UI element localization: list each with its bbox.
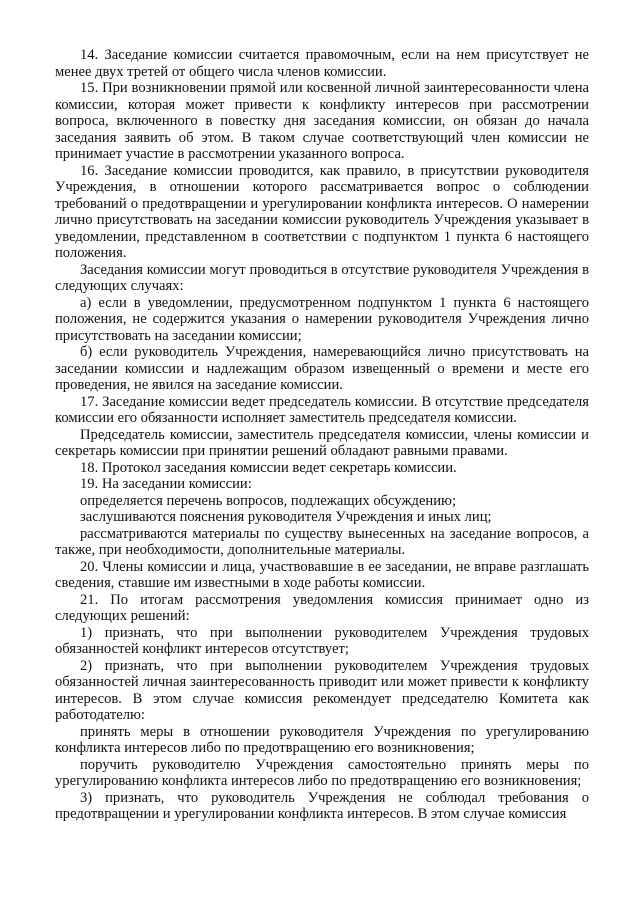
- paragraph-equal-rights: Председатель комиссии, заместитель председателя комиссии, члены комиссии и секретарь комиссии при принятии решений обладают равными правами.: [55, 426, 589, 459]
- paragraph-item-14: 14. Заседание комиссии считается правомочным, если на нем присутствует не менее двух третей от общего числа членов комиссии.: [55, 47, 589, 80]
- paragraph-item-21: 21. По итогам рассмотрения уведомления комиссия принимает одно из следующих решений:: [55, 591, 589, 624]
- paragraph-decision-2-instruct: поручить руководителю Учреждения самостоятельно принять меры по урегулированию конфликта интересов либо по предотвращению его возникновения;: [55, 756, 589, 789]
- document-page: [55, 47, 589, 823]
- paragraph-decision-1: 1) признать, что при выполнении руководителем Учреждения трудовых обязанностей конфликт интересов отсутствует;: [55, 624, 589, 657]
- paragraph-item-18: 18. Протокол заседания комиссии ведет секретарь комиссии.: [80, 459, 457, 476]
- paragraph-decision-2: 2) признать, что при выполнении руководителем Учреждения трудовых обязанностей личная заинтересованность приводит или может привести к конфликту интересов. В этом случае комиссия рекомендует председателю Комитета как работодателю:: [55, 657, 589, 723]
- paragraph-subitem-a: а) если в уведомлении, предусмотренном подпунктом 1 пункта 6 настоящего положения, не содержится указания о намерении руководителя Учреждения лично присутствовать на заседании комиссии;: [55, 294, 589, 344]
- paragraph-decision-3: 3) признать, что руководитель Учреждения не соблюдал требования о предотвращении и урегулировании конфликта интересов. В этом случае комиссия: [55, 789, 589, 822]
- paragraph-absence-cases: Заседания комиссии могут проводиться в отсутствие руководителя Учреждения в следующих случаях:: [55, 261, 589, 294]
- paragraph-decision-2-measures: принять меры в отношении руководителя Учреждения по урегулированию конфликта интересов либо по предотвращению его возникновения;: [55, 723, 589, 756]
- paragraph-item-16: 16. Заседание комиссии проводится, как правило, в присутствии руководителя Учреждения, в отношении которого рассматривается вопрос о соблюдении требований о предотвращении и урегулировании конфликта интересов. О намерении лично присутствовать на заседании комиссии руководитель Учреждения указывает в уведомлении, представленном в соответствии с подпунктом 1 пункта 6 настоящего положения.: [55, 162, 589, 261]
- paragraph-19-materials: рассматриваются материалы по существу вынесенных на заседание вопросов, а также, при необходимости, дополнительные материалы.: [55, 525, 589, 558]
- paragraph-item-19: 19. На заседании комиссии:: [80, 476, 252, 492]
- paragraph-item-20: 20. Члены комиссии и лица, участвовавшие в ее заседании, не вправе разглашать сведения, ставшие им известными в ходе работы комиссии.: [55, 558, 589, 591]
- paragraph-19-explanations: заслушиваются пояснения руководителя Учреждения и иных лиц;: [80, 509, 492, 525]
- paragraph-19-question-list: определяется перечень вопросов, подлежащих обсуждению;: [80, 492, 457, 509]
- paragraph-subitem-b: б) если руководитель Учреждения, намеревающийся лично присутствовать на заседании комиссии и надлежащим образом извещенный о времени и месте его проведения, не явился на заседание комиссии.: [55, 344, 589, 393]
- paragraph-item-17: 17. Заседание комиссии ведет председатель комиссии. В отсутствие председателя комиссии его обязанности исполняет заместитель председателя комиссии.: [55, 393, 589, 426]
- paragraph-item-15: 15. При возникновении прямой или косвенной личной заинтересованности члена комиссии, которая может привести к конфликту интересов при рассмотрении вопроса, включенного в повестку дня заседания комиссии, он обязан до начала заседания заявить об этом. В таком случае соответствующий член комиссии не принимает участие в рассмотрении указанного вопроса.: [55, 80, 589, 162]
